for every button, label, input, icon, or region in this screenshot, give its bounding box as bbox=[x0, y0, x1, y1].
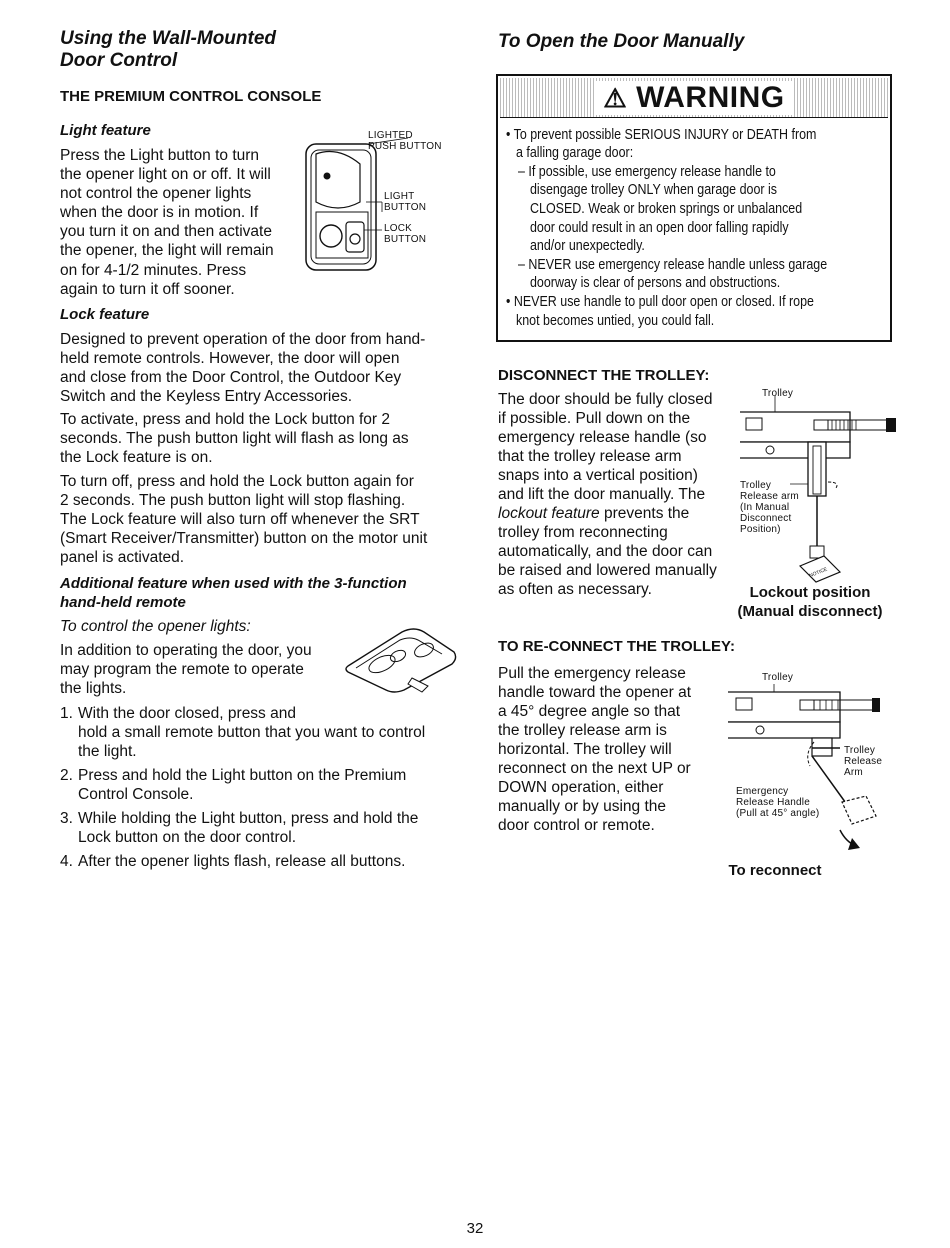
step-number: 2. bbox=[60, 767, 73, 784]
warning-line: • To prevent possible SERIOUS INJURY or DEATH from bbox=[506, 127, 817, 143]
disconnect-line: trolley from reconnecting bbox=[498, 524, 668, 541]
release-arm-label: Release arm bbox=[740, 491, 799, 502]
section-title-line1: Using the Wall-Mounted bbox=[60, 28, 277, 49]
release-arm-label: Arm bbox=[844, 767, 863, 778]
reconnect-line: Pull the emergency release bbox=[498, 665, 686, 682]
step-text: With the door closed, press and bbox=[78, 705, 296, 722]
warning-line: disengage trolley ONLY when garage door is bbox=[530, 182, 778, 198]
lighted-push-button-label: PUSH BUTTON bbox=[368, 141, 442, 152]
light-feature-line: you turn it on and then activate bbox=[60, 223, 272, 240]
light-feature-line: the opener light on or off. It will bbox=[60, 166, 271, 183]
release-handle-label: Emergency bbox=[736, 786, 789, 797]
disconnect-line: that the trolley release arm bbox=[498, 448, 682, 465]
release-arm-label: Trolley bbox=[844, 745, 876, 756]
additional-intro: To control the opener lights: bbox=[60, 618, 251, 635]
reconnect-line: DOWN operation, either bbox=[498, 779, 664, 796]
warning-label bbox=[595, 81, 792, 115]
light-feature-line: when the door is in motion. If bbox=[60, 204, 259, 221]
disconnect-line: emergency release handle (so bbox=[498, 429, 707, 446]
warning-triangle-icon: ⚠ bbox=[603, 83, 628, 113]
step-text: While holding the Light button, press and hold the bbox=[78, 810, 419, 827]
reconnect-line: handle toward the opener at bbox=[498, 684, 692, 701]
disconnect-line: if possible. Pull down on the bbox=[498, 410, 691, 427]
lighted-push-button-label: LIGHTED bbox=[368, 130, 413, 141]
reconnect-line: manually or by using the bbox=[498, 798, 667, 815]
lockout-caption: (Manual disconnect) bbox=[737, 603, 883, 620]
release-handle-label: Release Handle bbox=[736, 797, 810, 808]
step-text: Lock button on the door control. bbox=[78, 829, 297, 846]
section-title-line2: Door Control bbox=[60, 50, 178, 71]
lock-feature-line: Switch and the Keyless Entry Accessories. bbox=[60, 388, 353, 405]
light-button-label: LIGHT bbox=[384, 191, 415, 202]
warning-line: a falling garage door: bbox=[516, 145, 634, 161]
reconnect-line: the trolley release arm is bbox=[498, 722, 667, 739]
lock-feature-line: seconds. The push button light will flash as long as bbox=[60, 430, 409, 447]
trolley-label: Trolley bbox=[762, 388, 794, 399]
disconnect-line: be raised and lowered manually bbox=[498, 562, 717, 579]
reconnect-line: reconnect on the next UP or bbox=[498, 760, 691, 777]
lock-feature-heading: Lock feature bbox=[60, 306, 150, 323]
reconnect-heading: TO RE-CONNECT THE TROLLEY: bbox=[498, 638, 735, 655]
lock-feature-line: (Smart Receiver/Transmitter) button on the motor unit bbox=[60, 530, 428, 547]
remote-diagram bbox=[342, 626, 458, 696]
light-feature-line: the opener, the light will remain bbox=[60, 242, 274, 259]
release-handle-label: (Pull at 45° angle) bbox=[736, 808, 820, 819]
disconnect-line-7-rest: prevents the bbox=[599, 505, 690, 522]
warning-line: door could result in an open door falling rapidly bbox=[530, 220, 789, 236]
step-text: Press and hold the Light button on the Premium bbox=[78, 767, 407, 784]
light-feature-heading: Light feature bbox=[60, 122, 151, 139]
page-number: 32 bbox=[466, 1220, 484, 1237]
warning-line: – If possible, use emergency release handle to bbox=[518, 164, 776, 180]
disconnect-heading: DISCONNECT THE TROLLEY: bbox=[498, 367, 710, 384]
reconnect-caption: To reconnect bbox=[728, 862, 822, 879]
release-arm-label: Position) bbox=[740, 524, 781, 535]
disconnect-line: snaps into a vertical position) bbox=[498, 467, 698, 484]
release-arm-label: Disconnect bbox=[740, 513, 792, 524]
warning-line: • NEVER use handle to pull door open or closed. If rope bbox=[506, 294, 814, 310]
handle-notice-text: NOTICE bbox=[808, 566, 829, 580]
lock-feature-line: To turn off, press and hold the Lock button again for bbox=[60, 473, 414, 490]
disconnect-line: as often as necessary. bbox=[498, 581, 652, 598]
premium-console-heading: THE PREMIUM CONTROL CONSOLE bbox=[60, 88, 322, 105]
lock-feature-line: and close from the Door Control, the Outdoor Key bbox=[60, 369, 402, 386]
right-section-title: To Open the Door Manually bbox=[498, 31, 745, 52]
disconnect-line: and lift the door manually. The bbox=[498, 486, 706, 503]
additional-line: may program the remote to operate bbox=[60, 661, 304, 678]
warning-line: doorway is clear of persons and obstructions. bbox=[530, 275, 781, 291]
additional-feature-heading: Additional feature when used with the 3-function bbox=[60, 575, 407, 592]
disconnect-line: automatically, and the door can bbox=[498, 543, 713, 560]
lock-feature-line: panel is activated. bbox=[60, 549, 185, 566]
lock-feature-line: The Lock feature will also turn off whenever the SRT bbox=[60, 511, 420, 528]
reconnect-line: horizontal. The trolley will bbox=[498, 741, 672, 758]
reconnect-line: a 45° degree angle so that bbox=[498, 703, 681, 720]
step-text: the light. bbox=[78, 743, 137, 760]
additional-feature-heading: hand-held remote bbox=[60, 594, 186, 611]
light-feature-line: Press the Light button to turn bbox=[60, 147, 260, 164]
lock-feature-line: To activate, press and hold the Lock button for 2 bbox=[60, 411, 391, 428]
lock-feature-line: 2 seconds. The push button light will stop flashing. bbox=[60, 492, 406, 509]
step-text: Control Console. bbox=[78, 786, 194, 803]
reconnect-line: door control or remote. bbox=[498, 817, 655, 834]
reconnect-diagram bbox=[728, 684, 888, 864]
release-arm-label: (In Manual bbox=[740, 502, 790, 513]
warning-line: CLOSED. Weak or broken springs or unbalanced bbox=[530, 201, 803, 217]
light-feature-line: again to turn it off sooner. bbox=[60, 281, 235, 298]
additional-line: the lights. bbox=[60, 680, 127, 697]
lockout-feature-term: lockout feature bbox=[498, 505, 600, 522]
lockout-caption: Lockout position bbox=[749, 584, 871, 601]
step-number: 4. bbox=[60, 853, 73, 870]
step-text: After the opener lights flash, release all buttons. bbox=[78, 853, 406, 870]
additional-line: In addition to operating the door, you bbox=[60, 642, 312, 659]
warning-text: WARNING bbox=[636, 81, 785, 114]
lock-button-label: LOCK bbox=[384, 223, 413, 234]
light-feature-line: not control the opener lights bbox=[60, 185, 252, 202]
disconnect-line-7 bbox=[498, 504, 689, 524]
warning-line: and/or unexpectedly. bbox=[530, 238, 645, 254]
step-number: 3. bbox=[60, 810, 73, 827]
trolley-label: Trolley bbox=[762, 672, 794, 683]
lock-feature-line: the Lock feature is on. bbox=[60, 449, 213, 466]
warning-banner bbox=[500, 78, 888, 118]
release-arm-label: Release bbox=[844, 756, 883, 767]
light-button-label: BUTTON bbox=[384, 202, 427, 213]
warning-box bbox=[496, 74, 892, 342]
release-arm-label: Trolley bbox=[740, 480, 772, 491]
warning-line: – NEVER use emergency release handle unless garage bbox=[518, 257, 828, 273]
lock-feature-line: held remote controls. However, the door will open bbox=[60, 350, 400, 367]
warning-line: knot becomes untied, you could fall. bbox=[516, 313, 715, 329]
step-number: 1. bbox=[60, 705, 73, 722]
lock-feature-line: Designed to prevent operation of the door from hand- bbox=[60, 331, 426, 348]
lock-button-label: BUTTON bbox=[384, 234, 427, 245]
disconnect-line: The door should be fully closed bbox=[498, 391, 713, 408]
step-text: hold a small remote button that you want to control bbox=[78, 724, 426, 741]
light-feature-line: on for 4-1/2 minutes. Press bbox=[60, 262, 247, 279]
